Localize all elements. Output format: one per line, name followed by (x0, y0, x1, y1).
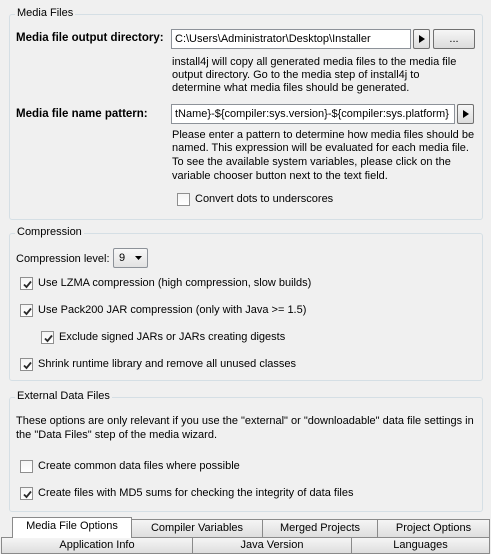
media-files-group-title: Media Files (17, 7, 74, 19)
external-desc-line-2: the "Data Files" step of the media wizard. (16, 429, 218, 441)
checkmark-icon (22, 279, 33, 290)
lzma-checkbox[interactable] (20, 277, 33, 290)
compression-level-label: Compression level: (16, 253, 110, 265)
tab-application-info[interactable]: Application Info (1, 537, 193, 554)
external-desc-line-1: These options are only relevant if you use the "external" or "downloadable" data file settings in (16, 415, 474, 427)
output-dir-field[interactable]: C:\Users\Administrator\Desktop\Installer (171, 29, 411, 49)
exclude-signed-checkbox[interactable] (41, 331, 54, 344)
compression-level-select[interactable] (113, 248, 148, 268)
pattern-desc-line-2: named. This expression will be evaluated for each media file. (172, 142, 469, 154)
shrink-checkbox[interactable] (20, 358, 33, 371)
md5-checkbox-row[interactable] (20, 485, 353, 501)
name-pattern-label: Media file name pattern: (16, 108, 148, 120)
play-arrow-icon (419, 35, 425, 43)
play-arrow-icon (463, 110, 469, 118)
compression-level-value: 9 (119, 252, 126, 264)
pattern-desc-line-4: variable chooser button next to the text field. (172, 170, 388, 182)
shrink-label: Shrink runtime library and remove all unused classes (38, 358, 297, 370)
md5-label: Create files with MD5 sums for checking the integrity of data files (38, 487, 354, 499)
compression-group-title: Compression (17, 226, 82, 238)
pack200-checkbox[interactable] (20, 304, 33, 317)
external-data-group-title: External Data Files (17, 390, 110, 402)
name-pattern-variable-button[interactable] (457, 104, 474, 124)
tab-java-version[interactable]: Java Version (192, 537, 352, 554)
common-data-label: Create common data files where possible (38, 460, 240, 472)
pack200-label: Use Pack200 JAR compression (only with Java >= 1.5) (38, 304, 307, 316)
output-desc-line-2: output directory. Go to the media step of install4j to (172, 69, 420, 81)
pack200-checkbox-row[interactable] (20, 302, 306, 318)
pattern-desc-line-1: Please enter a pattern to determine how media files should be (172, 129, 475, 141)
checkmark-icon (43, 333, 54, 344)
md5-checkbox[interactable] (20, 487, 33, 500)
exclude-signed-checkbox-row[interactable] (41, 329, 285, 345)
tab-compiler-variables[interactable]: Compiler Variables (131, 519, 263, 537)
checkmark-icon (22, 360, 33, 371)
checkmark-icon (22, 306, 33, 317)
checkmark-icon (22, 489, 33, 500)
tab-languages[interactable]: Languages (351, 537, 490, 554)
output-dir-variable-button[interactable] (413, 29, 430, 49)
lzma-label: Use LZMA compression (high compression, slow builds) (38, 277, 312, 289)
exclude-signed-label: Exclude signed JARs or JARs creating digests (59, 331, 286, 343)
output-desc-line-1: install4j will copy all generated media files to the media file (172, 56, 457, 68)
browse-button[interactable]: ... (433, 29, 475, 49)
chevron-down-icon (135, 256, 142, 260)
shrink-checkbox-row[interactable] (20, 356, 296, 372)
tab-project-options[interactable]: Project Options (377, 519, 490, 537)
convert-dots-checkbox-row[interactable] (177, 191, 333, 207)
name-pattern-field[interactable]: tName}-${compiler:sys.version}-${compiler:sys.platform} (171, 104, 455, 124)
pattern-desc-line-3: To see the available system variables, please click on the (172, 156, 451, 168)
tab-media-file-options[interactable]: Media File Options (12, 517, 132, 538)
lzma-checkbox-row[interactable] (20, 275, 311, 291)
common-data-checkbox[interactable] (20, 460, 33, 473)
output-desc-line-3: determine what media files should be generated. (172, 82, 410, 94)
common-data-checkbox-row[interactable] (20, 458, 240, 474)
convert-dots-checkbox[interactable] (177, 193, 190, 206)
output-dir-label: Media file output directory: (16, 32, 164, 44)
convert-dots-label: Convert dots to underscores (195, 193, 334, 205)
tab-merged-projects[interactable]: Merged Projects (262, 519, 378, 537)
